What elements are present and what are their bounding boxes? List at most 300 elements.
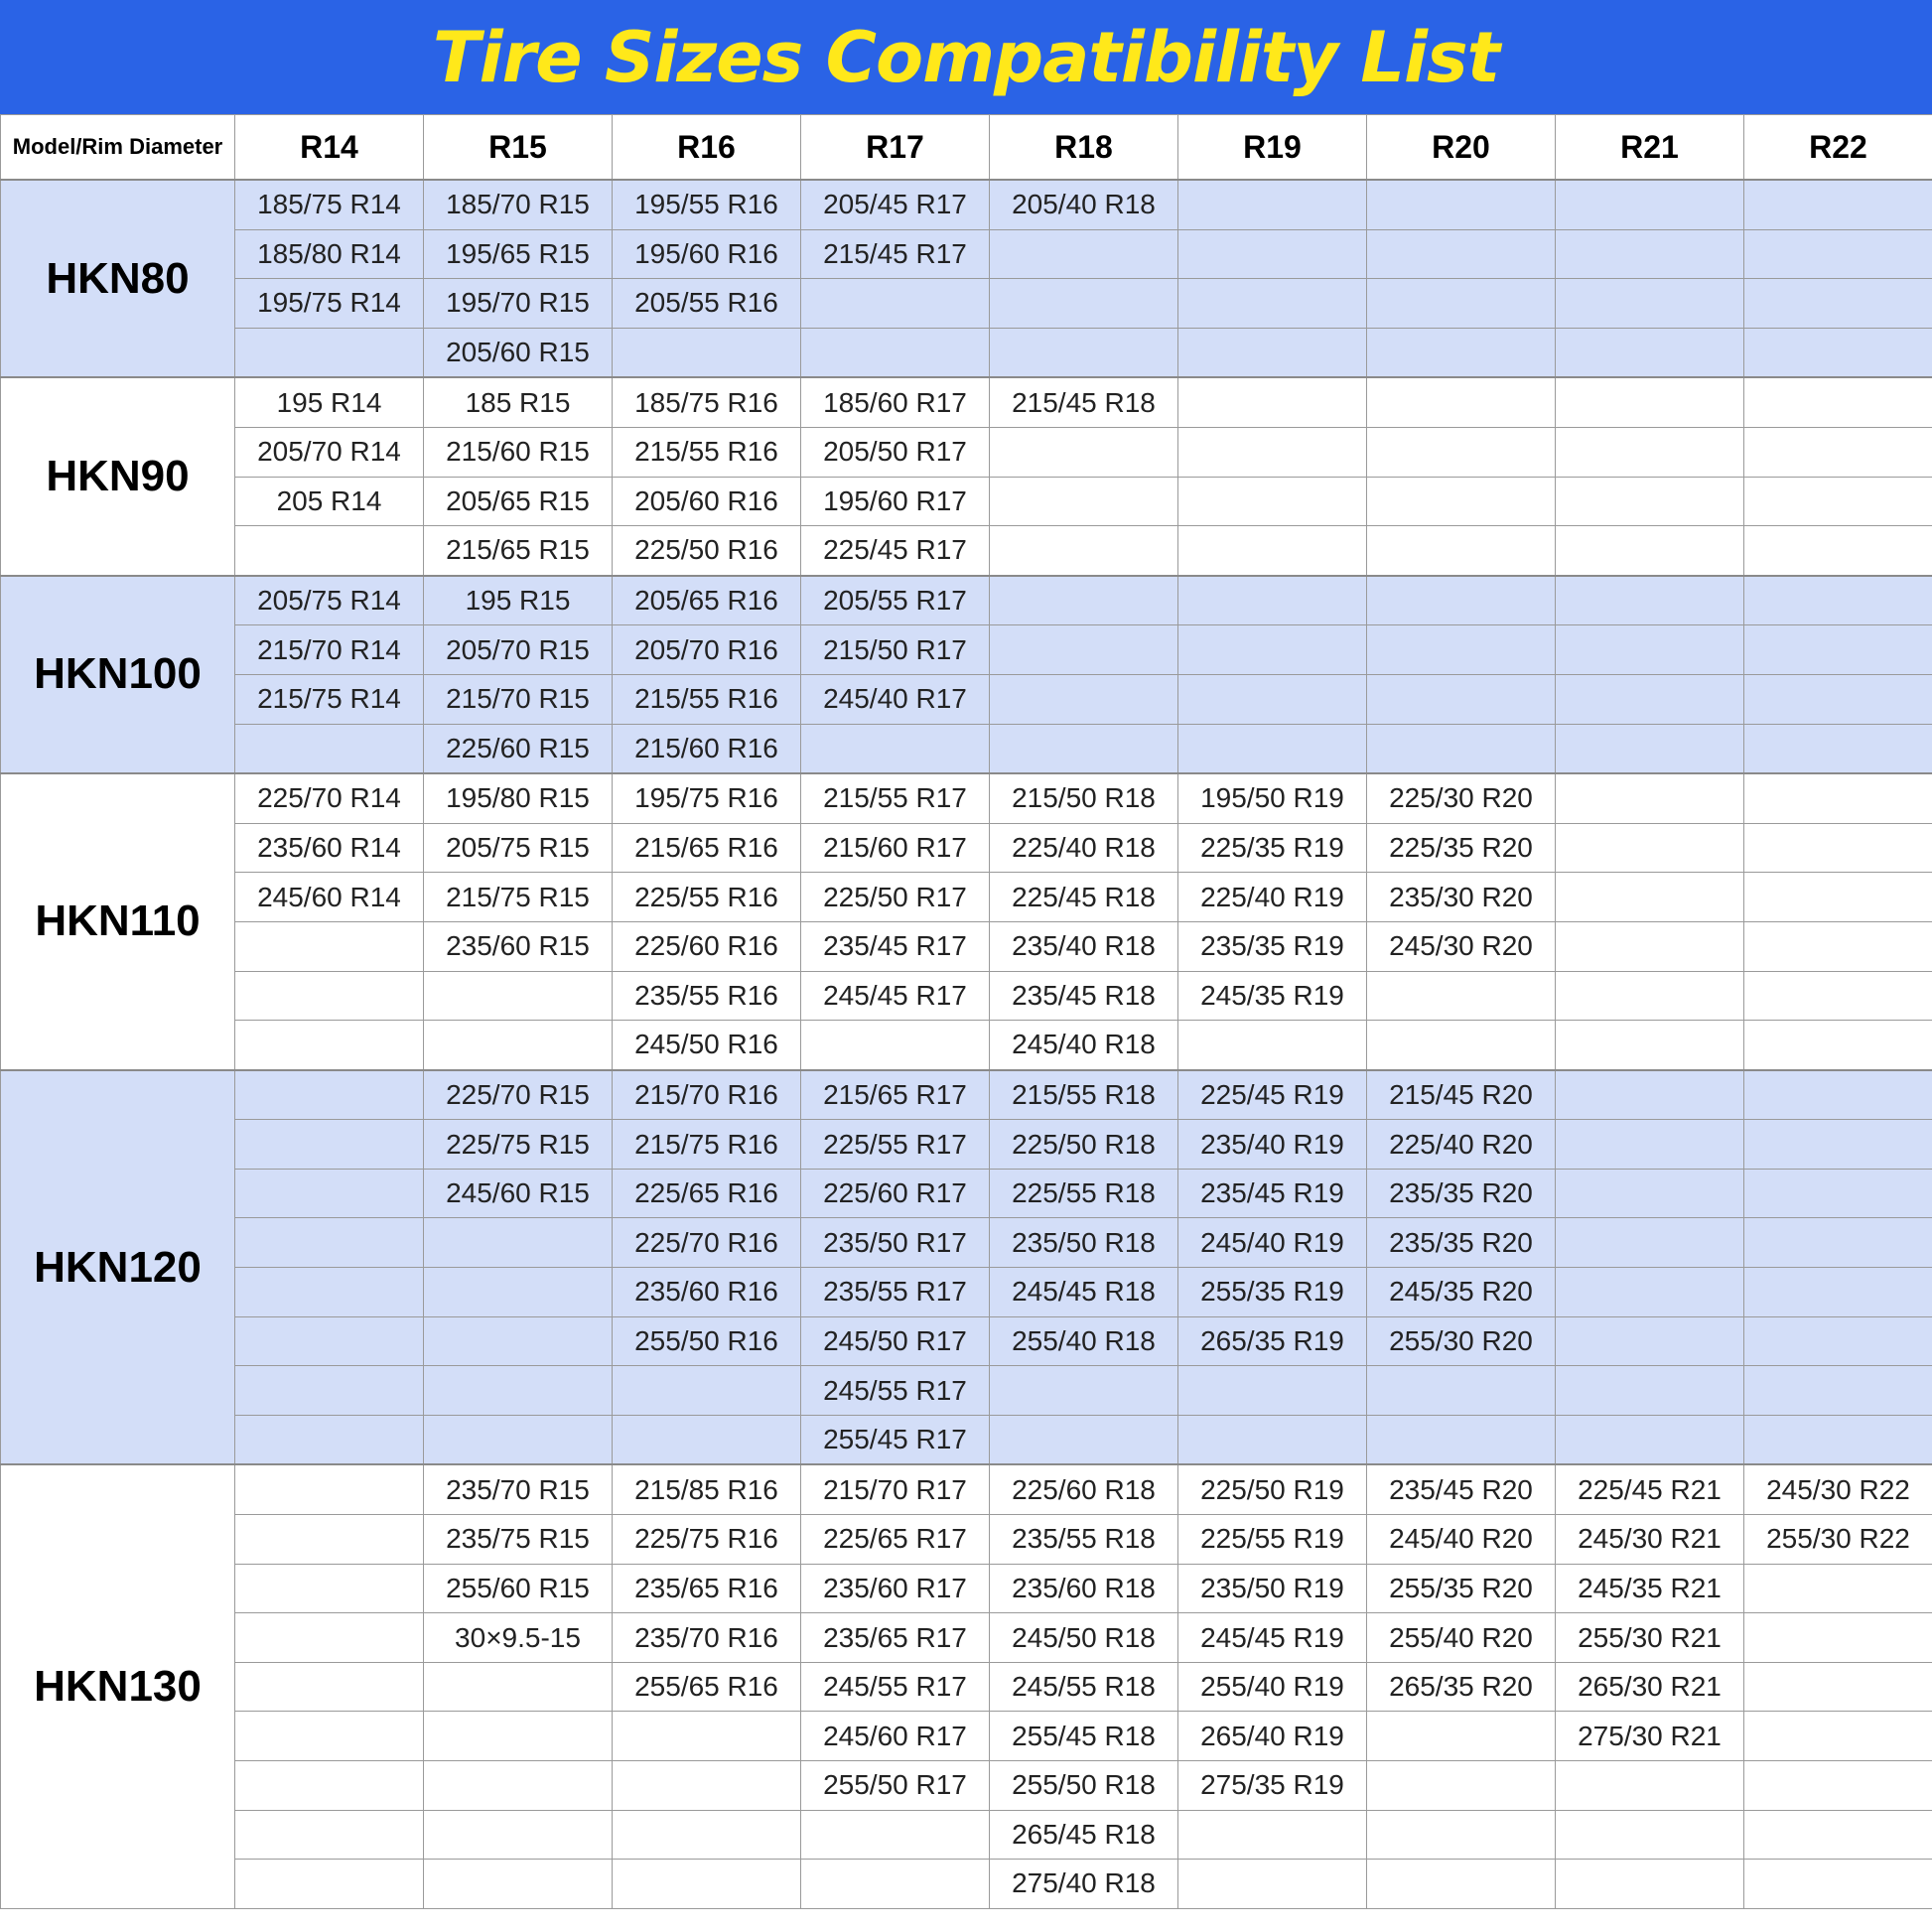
tire-size-cell: 275/30 R21	[1556, 1712, 1744, 1761]
tire-size-cell: 215/85 R16	[613, 1464, 801, 1514]
tire-size-cell: 245/35 R20	[1367, 1268, 1556, 1317]
table-row	[1, 1366, 1932, 1416]
tire-size-cell: 195/55 R16	[613, 180, 801, 229]
rim-header: R21	[1556, 115, 1744, 181]
tire-size-cell	[1178, 674, 1367, 724]
tire-size-cell: 205/65 R15	[424, 477, 613, 526]
table-row	[1, 1564, 1932, 1613]
tire-size-cell: 225/60 R17	[801, 1169, 990, 1218]
tire-size-cell	[1556, 773, 1744, 823]
table-row	[1, 377, 1932, 427]
tire-size-cell	[1556, 1021, 1744, 1070]
model-group	[1, 1070, 1932, 1465]
tire-size-cell: 205/50 R17	[801, 427, 990, 477]
tire-size-cell	[1556, 180, 1744, 229]
table-row	[1, 1415, 1932, 1464]
tire-size-cell: 195 R15	[424, 576, 613, 625]
tire-size-cell: 235/60 R14	[235, 823, 424, 873]
tire-size-cell: 245/45 R19	[1178, 1613, 1367, 1663]
tire-size-cell	[1744, 180, 1932, 229]
tire-size-cell	[1744, 328, 1932, 377]
tire-size-cell	[1178, 1860, 1367, 1909]
tire-size-cell	[1367, 526, 1556, 576]
tire-size-cell: 195/80 R15	[424, 773, 613, 823]
table-row	[1, 773, 1932, 823]
model-name: HKN130	[1, 1464, 235, 1908]
tire-size-cell: 275/40 R18	[990, 1860, 1178, 1909]
table-row	[1, 1021, 1932, 1070]
tire-size-cell: 225/45 R17	[801, 526, 990, 576]
tire-size-cell	[1744, 724, 1932, 773]
table-row	[1, 1860, 1932, 1909]
tire-size-cell: 225/35 R19	[1178, 823, 1367, 873]
tire-size-cell	[1556, 1366, 1744, 1416]
table-row	[1, 1316, 1932, 1366]
tire-size-cell: 235/45 R19	[1178, 1169, 1367, 1218]
tire-size-cell: 265/35 R19	[1178, 1316, 1367, 1366]
tire-size-cell: 215/55 R16	[613, 427, 801, 477]
tire-size-cell: 255/40 R19	[1178, 1662, 1367, 1712]
table-row	[1, 477, 1932, 526]
tire-size-cell: 225/50 R18	[990, 1120, 1178, 1170]
tire-size-cell	[235, 1564, 424, 1613]
tire-size-cell	[424, 1316, 613, 1366]
tire-size-cell	[613, 1761, 801, 1811]
tire-size-cell: 205/40 R18	[990, 180, 1178, 229]
tire-size-cell	[235, 1316, 424, 1366]
tire-size-cell	[1556, 1120, 1744, 1170]
tire-size-cell	[1367, 377, 1556, 427]
tire-size-cell	[1178, 1810, 1367, 1860]
tire-size-cell: 255/50 R16	[613, 1316, 801, 1366]
tire-size-cell	[424, 1021, 613, 1070]
tire-size-cell: 215/60 R16	[613, 724, 801, 773]
tire-size-cell	[1367, 1415, 1556, 1464]
tire-size-cell	[1367, 1366, 1556, 1416]
tire-size-cell: 265/35 R20	[1367, 1662, 1556, 1712]
tire-size-cell: 215/65 R15	[424, 526, 613, 576]
tire-size-cell	[1744, 477, 1932, 526]
tire-size-cell	[235, 1662, 424, 1712]
tire-size-cell	[1178, 427, 1367, 477]
tire-size-cell	[1556, 1415, 1744, 1464]
tire-size-cell: 225/50 R17	[801, 873, 990, 922]
table-row	[1, 1464, 1932, 1514]
tire-size-cell	[1367, 1810, 1556, 1860]
tire-size-cell: 185/75 R16	[613, 377, 801, 427]
tire-size-cell	[1367, 477, 1556, 526]
tire-size-cell: 235/45 R18	[990, 971, 1178, 1021]
tire-size-cell	[613, 1712, 801, 1761]
tire-size-cell: 245/45 R17	[801, 971, 990, 1021]
tire-size-cell: 225/45 R19	[1178, 1070, 1367, 1120]
tire-size-cell: 225/55 R18	[990, 1169, 1178, 1218]
tire-size-cell: 30×9.5-15	[424, 1613, 613, 1663]
tire-size-cell: 205/65 R16	[613, 576, 801, 625]
tire-size-cell: 225/40 R18	[990, 823, 1178, 873]
tire-size-cell: 215/55 R16	[613, 674, 801, 724]
tire-size-cell	[1178, 724, 1367, 773]
tire-size-cell: 225/60 R18	[990, 1464, 1178, 1514]
tire-size-cell: 205/75 R15	[424, 823, 613, 873]
tire-size-cell	[1556, 873, 1744, 922]
tire-size-cell: 255/30 R22	[1744, 1515, 1932, 1565]
tire-size-cell	[1744, 1169, 1932, 1218]
tire-size-cell: 245/30 R21	[1556, 1515, 1744, 1565]
tire-size-cell	[990, 328, 1178, 377]
tire-size-cell: 215/55 R17	[801, 773, 990, 823]
tire-size-cell: 215/65 R16	[613, 823, 801, 873]
tire-size-cell: 205/60 R15	[424, 328, 613, 377]
tire-size-cell: 195/75 R16	[613, 773, 801, 823]
tire-size-cell	[1556, 229, 1744, 279]
tire-size-cell	[235, 1415, 424, 1464]
tire-size-cell	[1367, 674, 1556, 724]
tire-size-cell	[1367, 180, 1556, 229]
tire-size-cell	[1556, 377, 1744, 427]
rim-header: R15	[424, 115, 613, 181]
table-row	[1, 1120, 1932, 1170]
tire-size-cell	[1744, 1120, 1932, 1170]
tire-size-cell: 215/45 R18	[990, 377, 1178, 427]
tire-size-cell: 245/50 R17	[801, 1316, 990, 1366]
tire-size-cell: 245/35 R21	[1556, 1564, 1744, 1613]
tire-size-cell	[424, 1662, 613, 1712]
tire-size-cell: 235/40 R18	[990, 921, 1178, 971]
tire-size-cell	[424, 1860, 613, 1909]
tire-size-cell	[1744, 526, 1932, 576]
tire-size-cell	[235, 1860, 424, 1909]
table-row	[1, 1218, 1932, 1268]
tire-size-cell: 235/60 R15	[424, 921, 613, 971]
tire-size-cell	[235, 1761, 424, 1811]
model-group	[1, 180, 1932, 377]
tire-size-cell	[990, 576, 1178, 625]
rim-header: R17	[801, 115, 990, 181]
tire-size-cell	[1178, 328, 1367, 377]
tire-size-cell	[424, 1366, 613, 1416]
tire-size-cell	[1744, 1366, 1932, 1416]
table-row	[1, 526, 1932, 576]
tire-size-cell	[235, 724, 424, 773]
model-name: HKN120	[1, 1070, 235, 1465]
tire-size-cell: 195/50 R19	[1178, 773, 1367, 823]
tire-size-cell	[235, 1515, 424, 1565]
tire-size-cell: 205/70 R14	[235, 427, 424, 477]
tire-size-cell	[990, 1366, 1178, 1416]
rim-header: R16	[613, 115, 801, 181]
tire-size-cell	[1367, 427, 1556, 477]
tire-size-cell	[1556, 1316, 1744, 1366]
tire-size-cell: 235/45 R17	[801, 921, 990, 971]
tire-size-cell	[1744, 1415, 1932, 1464]
table-row	[1, 1070, 1932, 1120]
tire-size-cell: 275/35 R19	[1178, 1761, 1367, 1811]
tire-size-cell	[990, 625, 1178, 675]
tire-size-cell: 215/55 R18	[990, 1070, 1178, 1120]
tire-size-cell: 255/45 R17	[801, 1415, 990, 1464]
tire-size-cell	[801, 724, 990, 773]
tire-size-cell: 245/50 R16	[613, 1021, 801, 1070]
tire-size-cell	[1744, 773, 1932, 823]
table-row	[1, 328, 1932, 377]
tire-size-cell	[424, 1810, 613, 1860]
tire-size-cell	[1367, 279, 1556, 329]
tire-size-cell	[1367, 328, 1556, 377]
tire-size-cell: 195/70 R15	[424, 279, 613, 329]
tire-size-cell	[235, 1366, 424, 1416]
tire-size-cell: 245/60 R15	[424, 1169, 613, 1218]
tire-size-cell: 205/45 R17	[801, 180, 990, 229]
rim-header: R14	[235, 115, 424, 181]
tire-size-cell: 245/60 R14	[235, 873, 424, 922]
tire-size-cell: 225/75 R15	[424, 1120, 613, 1170]
tire-size-cell	[235, 1613, 424, 1663]
table-row	[1, 229, 1932, 279]
tire-size-cell	[1178, 1366, 1367, 1416]
tire-size-cell: 195 R14	[235, 377, 424, 427]
tire-size-cell: 235/35 R19	[1178, 921, 1367, 971]
tire-size-cell: 245/40 R20	[1367, 1515, 1556, 1565]
tire-size-cell	[1744, 1712, 1932, 1761]
table-row	[1, 1810, 1932, 1860]
tire-size-cell	[235, 1120, 424, 1170]
tire-size-cell	[990, 229, 1178, 279]
tire-size-cell: 245/55 R18	[990, 1662, 1178, 1712]
tire-size-cell	[1744, 1613, 1932, 1663]
tire-size-cell: 205/60 R16	[613, 477, 801, 526]
tire-size-cell: 205/55 R16	[613, 279, 801, 329]
tire-size-cell: 205/55 R17	[801, 576, 990, 625]
tire-size-cell: 205 R14	[235, 477, 424, 526]
tire-size-cell	[1556, 921, 1744, 971]
tire-size-cell	[1178, 279, 1367, 329]
tire-size-cell	[1744, 625, 1932, 675]
table-header	[1, 115, 1932, 181]
tire-size-cell	[1178, 1021, 1367, 1070]
tire-size-cell	[1367, 229, 1556, 279]
tire-size-cell: 255/45 R18	[990, 1712, 1178, 1761]
tire-size-cell	[613, 1415, 801, 1464]
tire-size-cell	[990, 279, 1178, 329]
tire-size-cell	[990, 674, 1178, 724]
tire-size-cell: 235/30 R20	[1367, 873, 1556, 922]
tire-size-cell: 235/60 R17	[801, 1564, 990, 1613]
tire-size-cell	[1556, 1218, 1744, 1268]
tire-size-cell	[235, 1268, 424, 1317]
tire-size-cell	[1744, 377, 1932, 427]
tire-size-cell: 255/30 R20	[1367, 1316, 1556, 1366]
tire-size-cell	[1556, 1070, 1744, 1120]
tire-size-cell	[235, 1218, 424, 1268]
tire-size-cell: 235/55 R17	[801, 1268, 990, 1317]
table-row	[1, 921, 1932, 971]
model-name: HKN80	[1, 180, 235, 377]
tire-size-cell	[1556, 971, 1744, 1021]
tire-size-cell: 215/45 R17	[801, 229, 990, 279]
model-group	[1, 773, 1932, 1070]
rim-header: R20	[1367, 115, 1556, 181]
tire-size-cell	[1367, 724, 1556, 773]
tire-size-cell	[1178, 477, 1367, 526]
tire-size-cell	[1744, 674, 1932, 724]
tire-size-cell: 235/70 R16	[613, 1613, 801, 1663]
tire-size-cell	[1556, 526, 1744, 576]
tire-size-cell: 215/60 R15	[424, 427, 613, 477]
rim-header: R19	[1178, 115, 1367, 181]
tire-size-cell	[1744, 1662, 1932, 1712]
tire-size-cell: 255/40 R18	[990, 1316, 1178, 1366]
tire-size-cell: 225/55 R16	[613, 873, 801, 922]
tire-size-cell	[1556, 724, 1744, 773]
tire-size-cell	[235, 1070, 424, 1120]
tire-size-cell: 215/50 R17	[801, 625, 990, 675]
tire-size-cell	[613, 328, 801, 377]
tire-size-cell	[1556, 427, 1744, 477]
tire-size-cell	[1178, 1415, 1367, 1464]
tire-size-cell: 245/40 R17	[801, 674, 990, 724]
tire-size-cell: 205/70 R15	[424, 625, 613, 675]
tire-size-cell: 225/65 R16	[613, 1169, 801, 1218]
tire-size-cell: 185/60 R17	[801, 377, 990, 427]
tire-size-cell	[1744, 1070, 1932, 1120]
tire-size-cell	[801, 1021, 990, 1070]
tire-size-cell: 235/70 R15	[424, 1464, 613, 1514]
tire-size-cell: 225/50 R16	[613, 526, 801, 576]
tire-size-cell	[1744, 1021, 1932, 1070]
table-row	[1, 279, 1932, 329]
table-row	[1, 427, 1932, 477]
table-row	[1, 724, 1932, 773]
tire-size-cell	[424, 1218, 613, 1268]
table-row	[1, 1268, 1932, 1317]
tire-size-cell	[235, 1169, 424, 1218]
tire-size-cell	[1367, 1860, 1556, 1909]
table-row	[1, 1761, 1932, 1811]
tire-size-cell: 225/75 R16	[613, 1515, 801, 1565]
tire-size-cell	[613, 1810, 801, 1860]
tire-size-cell: 225/45 R18	[990, 873, 1178, 922]
title-banner	[0, 0, 1932, 114]
tire-size-cell: 185/75 R14	[235, 180, 424, 229]
tire-size-cell: 235/55 R16	[613, 971, 801, 1021]
tire-size-cell	[1178, 625, 1367, 675]
tire-size-cell	[1367, 1021, 1556, 1070]
tire-size-cell: 215/70 R17	[801, 1464, 990, 1514]
tire-size-cell: 255/30 R21	[1556, 1613, 1744, 1663]
tire-size-cell: 225/55 R17	[801, 1120, 990, 1170]
tire-size-cell: 225/70 R15	[424, 1070, 613, 1120]
tire-size-cell: 235/60 R16	[613, 1268, 801, 1317]
tire-size-cell	[1744, 1316, 1932, 1366]
tire-size-cell: 255/60 R15	[424, 1564, 613, 1613]
tire-size-cell: 235/65 R16	[613, 1564, 801, 1613]
tire-size-cell	[1744, 1761, 1932, 1811]
tire-size-cell: 215/70 R16	[613, 1070, 801, 1120]
tire-size-cell: 215/75 R14	[235, 674, 424, 724]
tire-size-cell: 245/45 R18	[990, 1268, 1178, 1317]
tire-size-cell: 235/45 R20	[1367, 1464, 1556, 1514]
tire-size-cell: 225/30 R20	[1367, 773, 1556, 823]
model-group	[1, 1464, 1932, 1908]
tire-size-cell: 215/70 R15	[424, 674, 613, 724]
table-row	[1, 1613, 1932, 1663]
tire-size-cell: 235/60 R18	[990, 1564, 1178, 1613]
header-row	[1, 115, 1932, 181]
tire-size-cell	[990, 724, 1178, 773]
tire-size-cell: 245/35 R19	[1178, 971, 1367, 1021]
tire-size-cell: 245/55 R17	[801, 1366, 990, 1416]
tire-size-cell	[424, 971, 613, 1021]
tire-size-cell	[1556, 1810, 1744, 1860]
tire-size-cell: 235/75 R15	[424, 1515, 613, 1565]
tire-size-cell: 245/30 R22	[1744, 1464, 1932, 1514]
table-row	[1, 1169, 1932, 1218]
tire-size-cell	[1178, 377, 1367, 427]
model-name: HKN100	[1, 576, 235, 773]
tire-size-cell: 255/50 R17	[801, 1761, 990, 1811]
tire-size-cell	[1178, 576, 1367, 625]
compatibility-table	[0, 114, 1932, 1909]
tire-size-cell: 225/40 R20	[1367, 1120, 1556, 1170]
tire-size-cell	[613, 1860, 801, 1909]
tire-size-cell	[424, 1415, 613, 1464]
tire-size-cell	[1744, 427, 1932, 477]
tire-size-cell: 215/75 R15	[424, 873, 613, 922]
tire-size-cell	[990, 526, 1178, 576]
rim-header: R18	[990, 115, 1178, 181]
model-name: HKN90	[1, 377, 235, 575]
tire-size-cell	[235, 971, 424, 1021]
tire-size-cell	[613, 1366, 801, 1416]
model-group	[1, 377, 1932, 575]
tire-size-cell	[801, 1810, 990, 1860]
tire-size-cell	[1178, 229, 1367, 279]
tire-size-cell: 235/65 R17	[801, 1613, 990, 1663]
tire-size-cell: 255/35 R19	[1178, 1268, 1367, 1317]
tire-size-cell	[1744, 1218, 1932, 1268]
tire-size-cell: 255/40 R20	[1367, 1613, 1556, 1663]
tire-size-cell: 225/60 R16	[613, 921, 801, 971]
tire-size-cell: 245/50 R18	[990, 1613, 1178, 1663]
tire-size-cell	[235, 921, 424, 971]
tire-size-cell: 235/35 R20	[1367, 1169, 1556, 1218]
tire-size-cell: 185/70 R15	[424, 180, 613, 229]
tire-size-cell	[424, 1268, 613, 1317]
tire-size-cell	[1744, 279, 1932, 329]
tire-size-cell	[1367, 576, 1556, 625]
tire-size-cell	[235, 526, 424, 576]
tire-size-cell	[1367, 625, 1556, 675]
tire-size-cell	[1556, 1761, 1744, 1811]
tire-size-cell: 245/40 R18	[990, 1021, 1178, 1070]
rim-header: R22	[1744, 115, 1932, 181]
table-row	[1, 1515, 1932, 1565]
corner-header: Model/Rim Diameter	[1, 115, 235, 181]
tire-size-cell	[1556, 576, 1744, 625]
tire-size-cell	[1178, 180, 1367, 229]
tire-size-cell: 245/40 R19	[1178, 1218, 1367, 1268]
tire-size-cell: 235/50 R17	[801, 1218, 990, 1268]
tire-size-cell: 245/30 R20	[1367, 921, 1556, 971]
tire-size-cell	[1556, 328, 1744, 377]
tire-size-cell: 235/55 R18	[990, 1515, 1178, 1565]
tire-size-cell	[1744, 1810, 1932, 1860]
tire-size-cell: 215/45 R20	[1367, 1070, 1556, 1120]
tire-size-cell: 255/35 R20	[1367, 1564, 1556, 1613]
tire-size-cell	[1556, 279, 1744, 329]
tire-size-cell	[1744, 1860, 1932, 1909]
